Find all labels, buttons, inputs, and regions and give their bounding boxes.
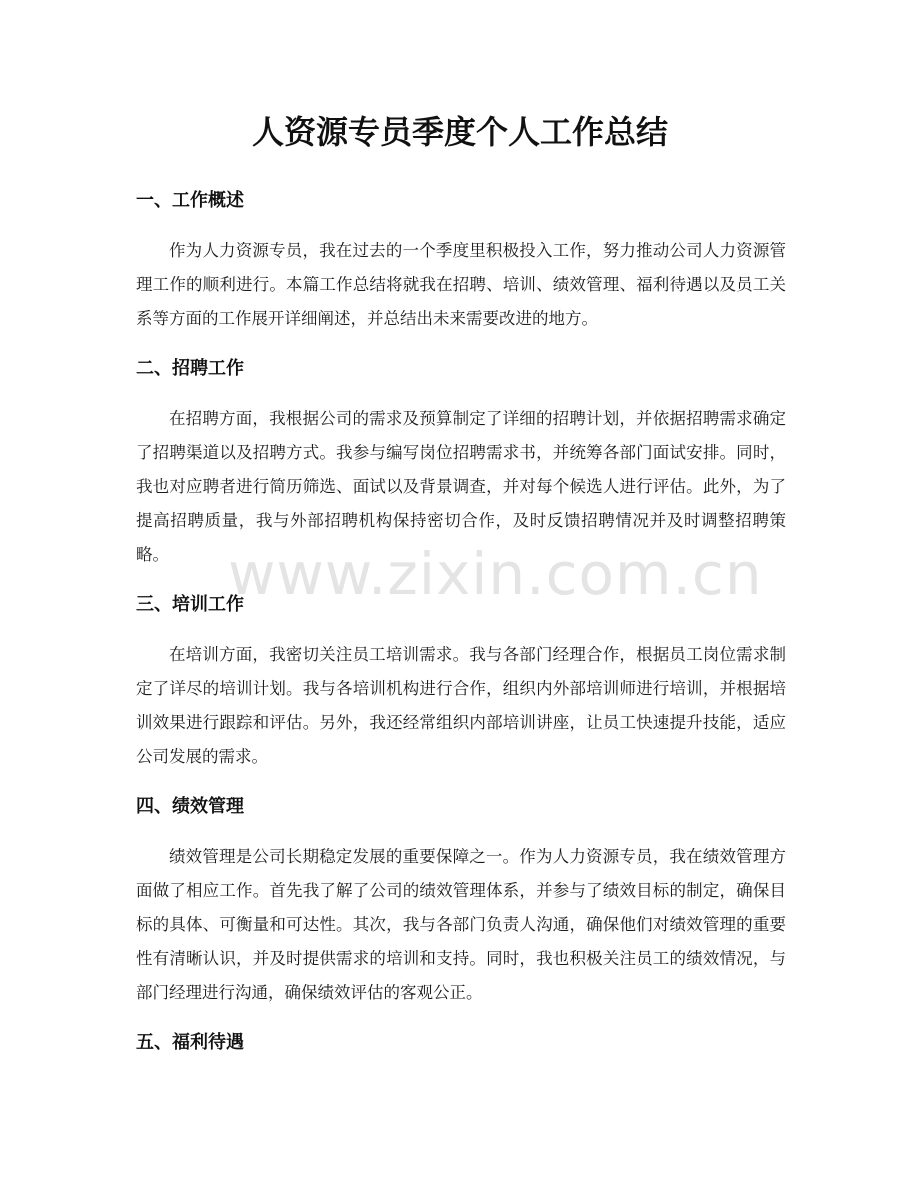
section-paragraph: 绩效管理是公司长期稳定发展的重要保障之一。作为人力资源专员，我在绩效管理方面做了相应工作。首先我了解了公司的绩效管理体系，并参与了绩效目标的制定，确保目标的具体、可衡量和可达性。其次，我与各部门负责人沟通，确保他们对绩效管理的重要性有清晰认识，并及时提供需求的培训和支持。同时，我也积极关注员工的绩效情况，与部门经理进行沟通，确保绩效评估的客观公正。 (136, 847, 786, 1002)
section-overview (136, 186, 786, 336)
document-body (136, 186, 786, 1076)
section-heading: 三、培训工作 (136, 594, 244, 615)
section-recruitment (136, 354, 786, 572)
section-paragraph: 在培训方面，我密切关注员工培训需求。我与各部门经理合作，根据员工岗位需求制定了详尽的培训计划。我与各培训机构进行合作，组织内外部培训师进行培训，并根据培训效果进行跟踪和评估。另外，我还经常组织内部培训讲座，让员工快速提升技能，适应公司发展的需求。 (136, 645, 786, 766)
section-performance (136, 792, 786, 1010)
document-title: 人资源专员季度个人工作总结 (251, 113, 668, 151)
section-paragraph: 作为人力资源专员，我在过去的一个季度里积极投入工作，努力推动公司人力资源管理工作的顺利进行。本篇工作总结将就我在招聘、培训、绩效管理、福利待遇以及员工关系等方面的工作展开详细阐述，并总结出未来需要改进的地方。 (136, 241, 786, 328)
section-heading: 一、工作概述 (136, 190, 244, 211)
watermark: www.zixin.com.cn (228, 540, 763, 608)
section-training (136, 590, 786, 774)
section-paragraph: 在招聘方面，我根据公司的需求及预算制定了详细的招聘计划，并依据招聘需求确定了招聘渠道以及招聘方式。我参与编写岗位招聘需求书，并统筹各部门面试安排。同时，我也对应聘者进行简历筛选、面试以及背景调查，并对每个候选人进行评估。此外，为了提高招聘质量，我与外部招聘机构保持密切合作，及时反馈招聘情况并及时调整招聘策略。 (136, 409, 786, 564)
section-heading: 四、绩效管理 (136, 796, 244, 817)
section-benefits (136, 1028, 786, 1058)
section-heading: 二、招聘工作 (136, 358, 244, 379)
section-heading: 五、福利待遇 (136, 1032, 244, 1053)
